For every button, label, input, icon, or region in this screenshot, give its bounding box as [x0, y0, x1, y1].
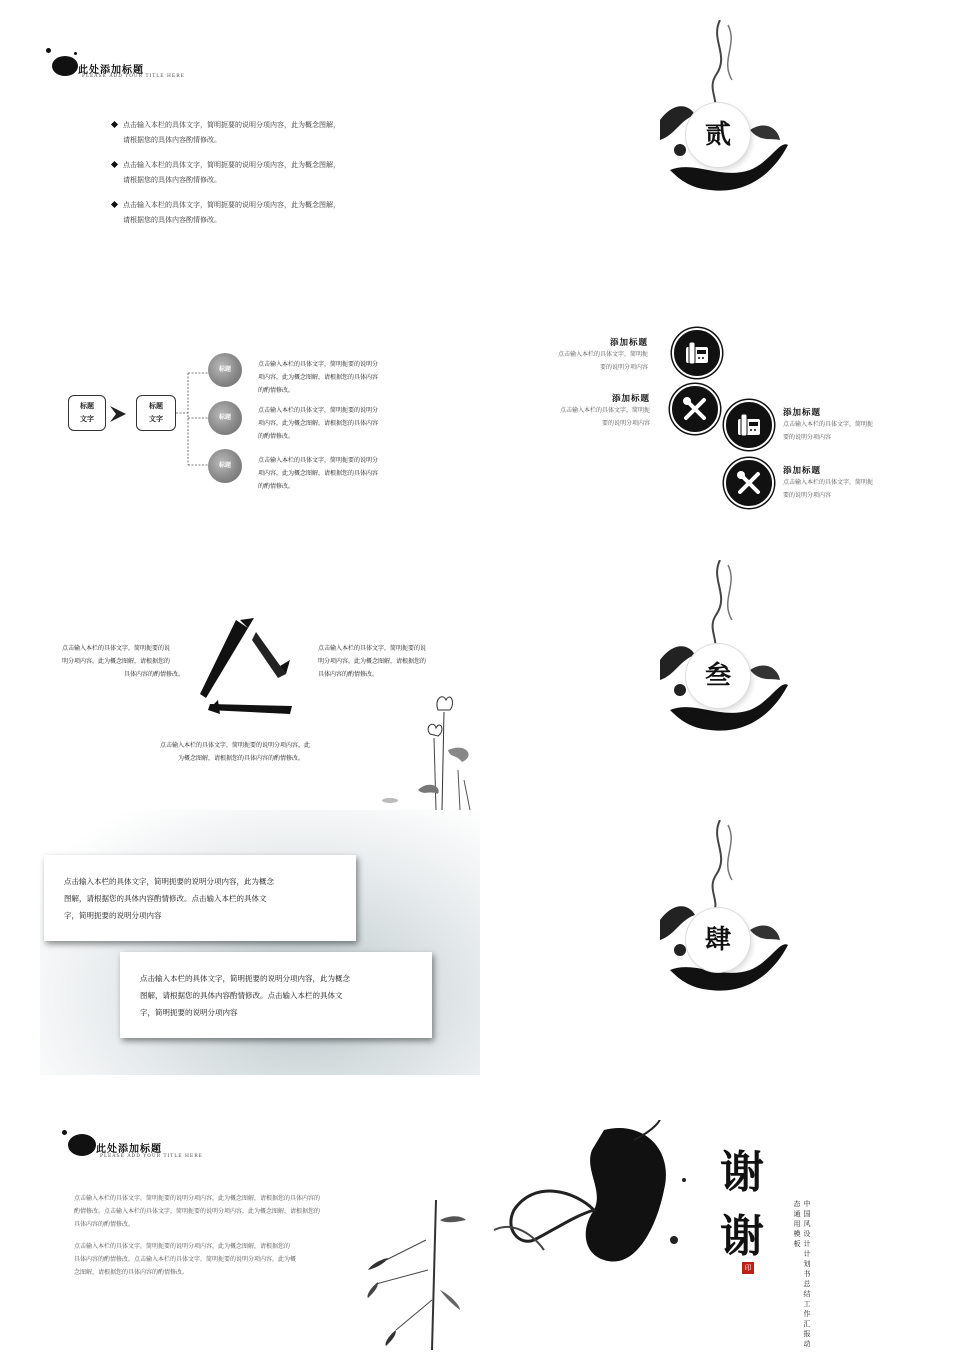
- flow-box-start: [68, 395, 106, 431]
- thanks-char: 谢: [720, 1211, 764, 1262]
- thanks-char: 谢: [720, 1147, 764, 1198]
- cycle-text: 点击输入本栏的具体文字，简明扼要的说明分项内容，此: [160, 742, 311, 749]
- cycle-text-left: [62, 642, 184, 681]
- paragraph-text: 点击输入本栏的具体文字，简明扼要的说明分项内容，此为概念图解，请根据您的具体内容的: [74, 1195, 321, 1202]
- icon-item-desc: 点击输入本栏的具体文字，简明扼: [557, 351, 648, 358]
- icon-circle: [724, 400, 774, 450]
- flow-text: 点击输入本栏的具体文字，简明扼要的说明分: [258, 407, 379, 414]
- flow-description: [258, 404, 378, 443]
- flow-text: 的酌情修改。: [258, 483, 295, 490]
- slide-final-text: [0, 1080, 480, 1352]
- cycle-text: 为概念图解，请根据您的具体内容的酌情修改。: [178, 755, 305, 762]
- flow-circle: 标题: [208, 353, 242, 387]
- card-text: 点击输入本栏的具体文字，简明扼要的说明分项内容，此为概念: [140, 974, 350, 983]
- paragraph: [74, 1192, 320, 1231]
- section-number-circle: 肆: [686, 908, 750, 972]
- cycle-text: 明分项内容，此为概念图解，请根据您的: [318, 658, 427, 665]
- flow-text: 的酌情修改。: [258, 387, 295, 394]
- slide-bullets: [0, 0, 480, 270]
- bamboo-illustration: [366, 1200, 470, 1350]
- bullet-text: 请根据您的具体内容酌情修改。: [123, 176, 221, 184]
- paragraph-text: 念图解，请根据您的具体内容的酌情修改。: [74, 1269, 189, 1276]
- flow-text: 项内容，此为概念图解，请根据您的具体内容: [258, 470, 379, 477]
- slide-section-two: [480, 0, 960, 270]
- slide-icons: [480, 270, 960, 540]
- icon-item-text: [783, 406, 873, 444]
- flow-circle: 标题: [208, 401, 242, 435]
- flow-text: 的酌情修改。: [258, 433, 295, 440]
- slide-subtitle: PLEASE ADD YOUR TITLE HERE: [82, 74, 185, 79]
- flow-text: 点击输入本栏的具体文字，简明扼要的说明分: [258, 457, 379, 464]
- paragraph: [74, 1240, 296, 1279]
- paragraph-text: 具体内容的酌情修改。点击输入本栏的具体文字，简明扼要的说明分项内容，此为概: [74, 1256, 297, 1263]
- section-number-circle: 叁: [686, 644, 750, 708]
- icon-circle: [672, 328, 722, 378]
- tools-icon: [735, 469, 763, 497]
- slide-section-three: [480, 540, 960, 810]
- card-text: 点击输入本栏的具体文字，简明扼要的说明分项内容，此为概念: [64, 877, 274, 886]
- card-text: 字，简明扼要的说明分项内容: [64, 911, 162, 920]
- slide-flow: [0, 270, 480, 540]
- ink-splash-dot: [74, 52, 77, 55]
- icon-item-desc: 要的说明分项内容: [783, 492, 832, 499]
- bullet-item: [112, 198, 340, 228]
- flow-description: [258, 454, 378, 493]
- diamond-bullet-icon: [111, 201, 118, 208]
- bullet-item: [112, 118, 340, 148]
- ink-blot-logo: [68, 1134, 96, 1156]
- ink-splash-dot: [46, 48, 51, 53]
- icon-item-desc: 点击输入本栏的具体文字，简明扼: [783, 421, 874, 428]
- icon-item-title: 添加标题: [783, 408, 822, 418]
- paragraph-text: 点击输入本栏的具体文字，简明扼要的说明分项内容，此为概念图解，请根据您的: [74, 1243, 291, 1250]
- bullet-text: 点击输入本栏的具体文字，简明扼要的说明分项内容，此为概念图解，: [123, 121, 340, 129]
- phone-icon: [735, 411, 763, 439]
- card-text: 图解，请根据您的具体内容酌情修改。点击输入本栏的具体文: [140, 991, 343, 1000]
- flow-circle: 标题: [208, 449, 242, 483]
- cycle-text: 具体内容的酌情修改。: [318, 671, 379, 678]
- diamond-bullet-icon: [111, 161, 118, 168]
- flow-box-label: 标题: [80, 402, 94, 410]
- slide-section-four: [480, 810, 960, 1080]
- icon-item-desc: 要的说明分项内容: [601, 420, 650, 427]
- flow-box-label: 标题: [149, 402, 163, 410]
- tools-icon: [681, 395, 709, 423]
- icon-item-text: [548, 336, 648, 374]
- ink-splash-dot: [62, 1130, 67, 1135]
- card-text: 图解，请根据您的具体内容酌情修改。点击输入本栏的具体文: [64, 894, 267, 903]
- flow-box-middle: [136, 395, 176, 431]
- ink-dot: [382, 798, 398, 803]
- icon-item-desc: 点击输入本栏的具体文字，简明扼: [559, 407, 650, 414]
- vertical-caption: 中国风设计计划书总结工作汇报动: [803, 1200, 811, 1350]
- cycle-text: 点击输入本栏的具体文字，简明扼要的说: [62, 645, 171, 652]
- icon-item-title: 添加标题: [609, 338, 648, 348]
- slide-title: 此处添加标题: [78, 65, 144, 76]
- cycle-text: 具体内容的酌情修改。: [124, 671, 185, 678]
- card-text: 字，简明扼要的说明分项内容: [140, 1008, 238, 1017]
- icon-circle: [670, 384, 720, 434]
- icon-item-text: [783, 464, 873, 502]
- diamond-bullet-icon: [111, 121, 118, 128]
- ink-splash-illustration: [484, 1120, 704, 1280]
- connector-lines: [176, 365, 210, 475]
- flow-text: 项内容，此为概念图解，请根据您的具体内容: [258, 420, 379, 427]
- cycle-text-bottom: [160, 739, 310, 765]
- cycle-arrows-illustration: [196, 616, 296, 716]
- icon-item-desc: 点击输入本栏的具体文字，简明扼: [783, 479, 874, 486]
- icon-item-desc: 要的说明分项内容: [783, 434, 832, 441]
- icon-item-title: 添加标题: [783, 466, 822, 476]
- icon-item-title: 添加标题: [611, 394, 650, 404]
- flow-box-label: 文字: [149, 415, 163, 423]
- flow-box-label: 文字: [80, 415, 94, 423]
- bullet-text: 请根据您的具体内容酌情修改。: [123, 136, 221, 144]
- red-seal: 印: [742, 1262, 754, 1274]
- text-card: [44, 855, 356, 941]
- icon-item-text: [546, 392, 650, 430]
- bullet-text: 点击输入本栏的具体文字，简明扼要的说明分项内容，此为概念图解，: [123, 201, 340, 209]
- bullet-item: [112, 158, 340, 188]
- slide-thanks: [480, 1080, 960, 1352]
- chevron-arrow-icon: [110, 406, 132, 422]
- paragraph-text: 酌情修改。点击输入本栏的具体文字，简明扼要的说明分项内容，此为概念图解，请根据您的: [74, 1208, 321, 1215]
- bullet-text: 点击输入本栏的具体文字，简明扼要的说明分项内容，此为概念图解，: [123, 161, 340, 169]
- flow-text: 项内容，此为概念图解，请根据您的具体内容: [258, 374, 379, 381]
- icon-circle: [724, 458, 774, 508]
- bullet-text: 请根据您的具体内容酌情修改。: [123, 216, 221, 224]
- lotus-illustration: [408, 690, 480, 810]
- paragraph-text: 具体内容的酌情修改。: [74, 1221, 135, 1228]
- cycle-text: 明分项内容，此为概念图解，请根据您的: [62, 658, 171, 665]
- section-number-circle: 贰: [686, 103, 750, 167]
- flow-text: 点击输入本栏的具体文字，简明扼要的说明分: [258, 361, 379, 368]
- slide-cards: [0, 810, 480, 1080]
- slide-subtitle: PLEASE ADD YOUR TITLE HERE: [100, 1154, 203, 1159]
- flow-description: [258, 358, 378, 397]
- slide-title: 此处添加标题: [96, 1144, 162, 1155]
- vertical-caption: 态通用模板: [793, 1200, 801, 1250]
- text-card: [120, 952, 432, 1038]
- ink-blot-logo: [52, 56, 78, 76]
- slide-cycle: [0, 540, 480, 810]
- phone-icon: [683, 339, 711, 367]
- icon-item-desc: 要的说明分项内容: [599, 364, 648, 371]
- cycle-text: 点击输入本栏的具体文字，简明扼要的说: [318, 645, 427, 652]
- cycle-text-right: [318, 642, 426, 681]
